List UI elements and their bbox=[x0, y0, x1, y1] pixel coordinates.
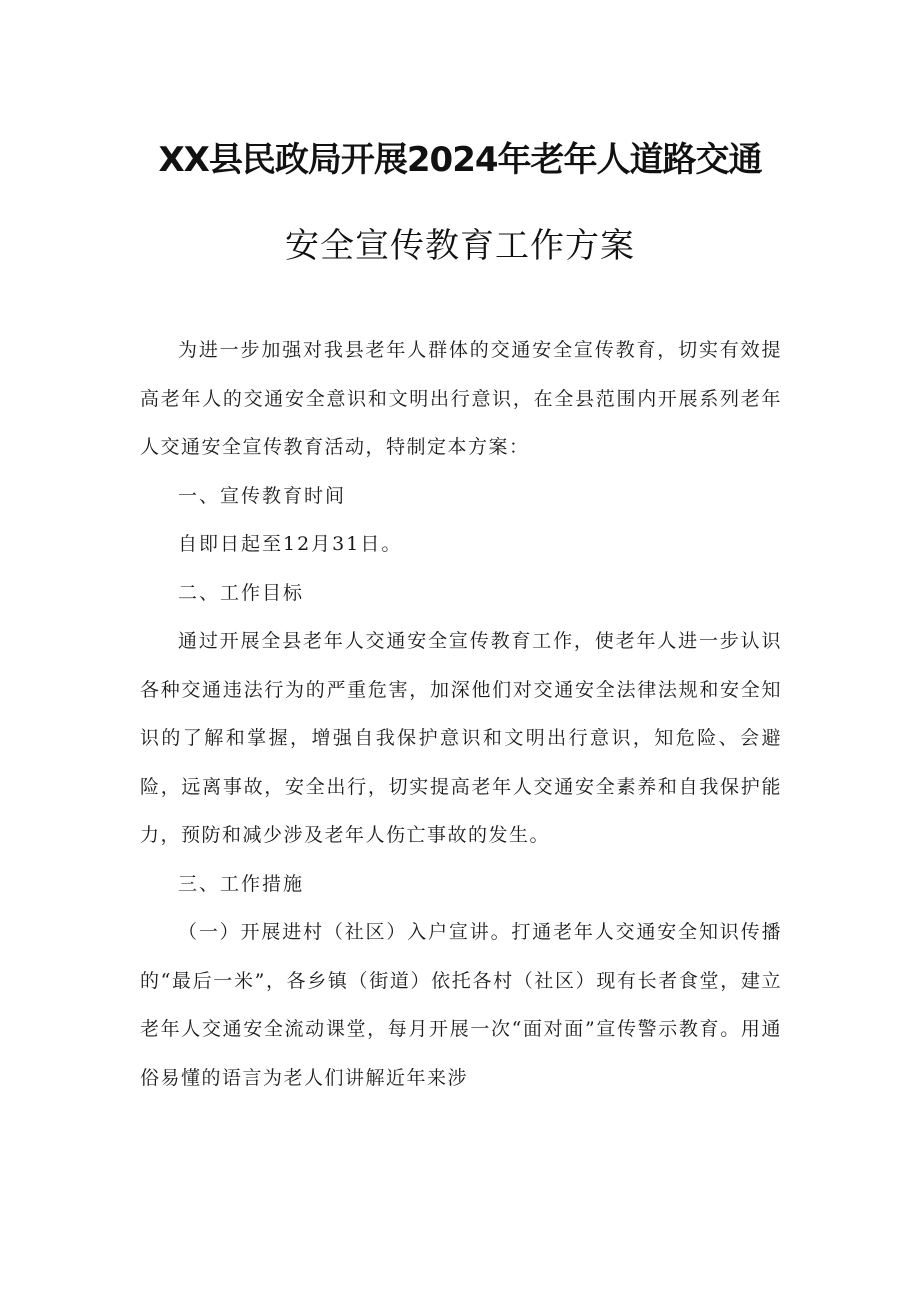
section-heading-time: 一、宣传教育时间 bbox=[178, 484, 347, 507]
goal-paragraph: 通过开展全县老年人交通安全宣传教育工作，使老年人进一步认识各种交通违法行为的严重危害，加深他们对交通安全法律法规和安全知识的了解和掌握，增强自我保护意识和文明出行意识，知危险、会避险，远离事故，安全出行，切实提高老年人交通安全素养和自我保护能力，预防和减少涉及老年人伤亡事故的发生。 bbox=[140, 630, 782, 846]
measures-paragraph: （一）开展进村（社区）入户宣讲。打通老年人交通安全知识传播的“最后一米”，各乡镇（街道）依托各村（社区）现有长者食堂，建立老年人交通安全流动课堂，每月开展一次“面对面”宣传警示教育。用通俗易懂的语言为老人们讲解近年来涉 bbox=[140, 921, 782, 1089]
section-heading-measures: 三、工作措施 bbox=[178, 872, 305, 895]
section-heading-goal: 二、工作目标 bbox=[178, 581, 305, 604]
intro-paragraph: 为进一步加强对我县老年人群体的交通安全宣传教育，切实有效提高老年人的交通安全意识和文明出行意识，在全县范围内开展系列老年人交通安全宣传教育活动，特制定本方案： bbox=[140, 339, 782, 458]
document-body bbox=[140, 326, 782, 1102]
document-title-line-2: 安全宣传教育工作方案 bbox=[285, 226, 635, 266]
time-paragraph: 自即日起至12月31日。 bbox=[178, 533, 403, 555]
document-title-line-1: XX县民政局开展2024年老年人道路交通 bbox=[158, 140, 762, 180]
